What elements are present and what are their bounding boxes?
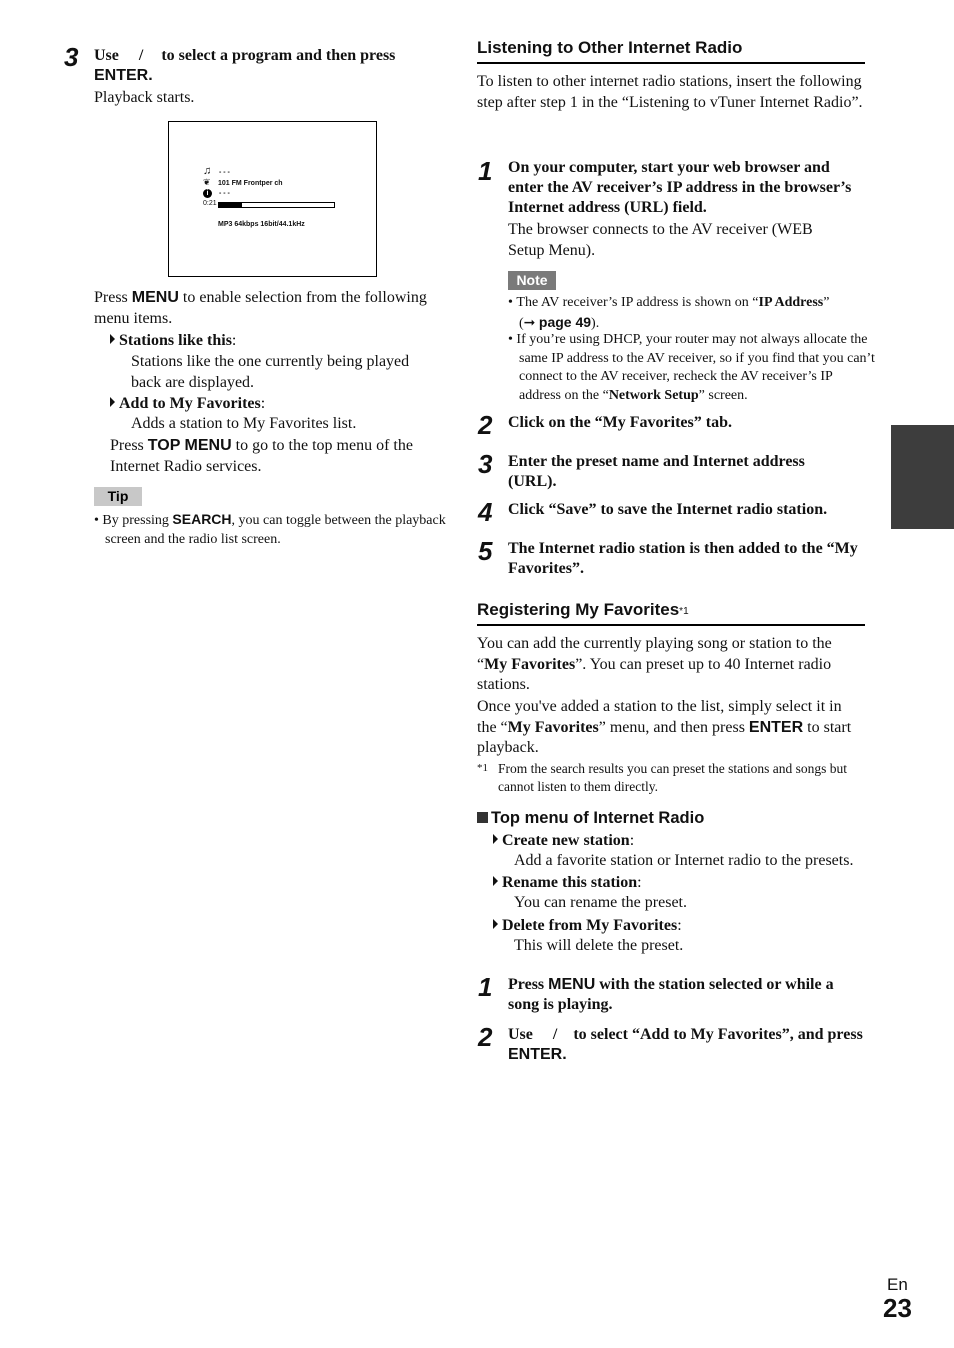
item-title: Delete from My Favorites [502,917,678,934]
menu-intro-text: to enable selection from the following menu items. [94,289,427,327]
subheading-top-menu [477,808,704,828]
footnote-marker: *1 [679,606,689,617]
press-word: Press [94,289,128,306]
screen-format: MP3 64kbps 16bit/44.1kHz [218,221,305,228]
section-title-registering [477,600,689,622]
para-text: to start playback. [477,718,852,756]
station-icon: ❦ [203,177,211,187]
screen-elapsed-time: 0:21 [203,200,217,207]
enter-key-label: ENTER [748,718,804,736]
step-number: 1 [478,972,493,1002]
period: . [562,1046,567,1063]
para-text: Once you've added a station to the list, simply select it in the “ [477,698,842,736]
step-3-instruction [94,46,444,86]
press-word: Press [110,437,144,454]
arrow-bullet-icon [493,919,498,929]
top-menu-item-delete: Delete from My Favorites: [493,916,863,937]
top-menu-key-label: TOP MENU [147,437,232,454]
subheading-text: Top menu of Internet Radio [491,809,705,827]
item-desc: Add a favorite station or Internet radio to the presets. [514,852,854,869]
footnote-text: From the search results you can preset the stations and songs but cannot listen to them directly. [498,761,848,794]
instruction-text: to select a program and then press [161,47,396,64]
screen-line-3: - - - [219,190,230,197]
section-rule [477,624,865,626]
progress-fill [219,203,242,207]
registering-paragraph-2 [477,697,865,759]
page-number: 23 [883,1293,912,1323]
section-title-listening: Listening to Other Internet Radio [477,38,743,57]
step-1-result: The browser connects to the AV receiver (WEB Setup Menu). [508,221,813,259]
menu-key-label: MENU [548,976,596,993]
item-title: Rename this station [502,874,638,891]
step-number: 1 [478,156,493,186]
slash: / [552,1026,558,1043]
paren: ). [591,315,600,331]
step-1-text: On your computer, start your web browser and enter the AV receiver’s IP address in the browser’s Internet address (URL) field. [508,159,852,216]
use-word: Use [94,47,119,64]
step-number: 5 [478,536,493,566]
paren: ( [519,315,524,331]
chapter-side-tab [891,425,954,529]
slash: / [138,47,144,64]
item-desc: This will delete the preset. [514,937,684,954]
item-title: Stations like this [119,332,232,349]
arrow-bullet-icon [493,876,498,886]
tip-text-rest: , you can toggle between the playback screen and the radio list screen. [105,513,446,547]
screen-line-1: - - - [219,169,230,176]
note-text: The AV receiver’s IP address is shown on “ [516,295,759,310]
language-label: En [887,1275,908,1294]
enter-key-label: ENTER [94,67,149,84]
fav-step-2-text [508,1025,868,1065]
step-3-text: Enter the preset name and Internet address (URL). [508,453,805,490]
search-key-label: SEARCH [172,511,232,527]
step-5-text: The Internet radio station is then added to the “My Favorites”. [508,540,858,577]
para-bold: My Favorites [484,655,576,673]
playback-screen-illustration [168,121,377,277]
tip-label: Tip [94,487,142,506]
tip-bullet: • By pressing SEARCH, you can toggle between the playback screen and the radio list screen. [94,511,446,547]
title-text: Registering My Favorites [477,600,680,619]
menu-intro-paragraph [94,288,446,329]
para-text: You can add the currently playing song or station to the “ [477,635,832,673]
period: . [148,67,153,84]
info-icon: i [203,189,212,198]
top-menu-item-rename: Rename this station: [493,873,863,894]
note-label: Note [508,271,556,290]
tip-text: By pressing [102,513,169,528]
top-menu-item-create: Create new station: [493,831,863,852]
arrow-bullet-icon [493,834,498,844]
step-number: 4 [478,497,493,527]
note-bullet-1: • The AV receiver’s IP address is shown on “IP Address” (➞ page 49). [508,295,830,331]
step-number: 3 [64,42,79,72]
menu-item-stations-like-this: Stations like this: [110,331,450,352]
para-bold: My Favorites [507,718,599,736]
note-text: ” [823,295,830,310]
enter-key-label: ENTER [508,1046,563,1063]
progress-bar [218,202,335,208]
para-text: ” menu, and then press [598,718,745,736]
menu-item-desc: Stations like the one currently being played back are displayed. [131,353,410,391]
top-menu-text: to go to the top menu of the Internet Radio services. [110,437,413,475]
step-4-text: Click “Save” to save the Internet radio station. [508,501,828,518]
step-number: 2 [478,410,493,440]
step-text: to select “Add to My Favorites”, and press [573,1026,863,1043]
arrow-bullet-icon [110,397,115,407]
arrow-right-icon: ➞ [523,315,536,331]
step-text: with the station selected or while a song is playing. [508,976,834,1013]
item-title: Create new station [502,832,630,849]
arrow-bullet-icon [110,334,115,344]
note-bold: Network Setup [608,387,699,403]
section-rule [477,62,865,64]
section-intro: To listen to other internet radio stations, insert the following step after step 1 in the “Listening to vTuner Internet Radio”. [477,73,863,111]
menu-key-label: MENU [131,289,179,306]
menu-item-desc: Adds a station to My Favorites list. [131,415,357,432]
note-text: ” screen. [698,387,748,403]
page-reference-link[interactable]: page 49 [538,313,592,330]
footnote-marker: *1 [477,762,488,774]
top-menu-paragraph [110,436,440,477]
step-number: 2 [478,1022,493,1052]
item-title: Add to My Favorites [119,395,261,412]
note-text: If you’re using DHCP, your router may not always allocate the same IP address to the AV receiver, so if you find that you can’t connect to the AV receiver, recheck the AV receiver’s IP address on the “ [516,332,875,403]
square-bullet-icon [477,812,488,823]
note-bullet-2: • If you’re using DHCP, your router may not always allocate the same IP address to the AV receiver, so if you find that you can’t connect to the AV receiver, recheck the AV receiver’s IP address on the “Network Setup” screen. [508,332,875,403]
playback-starts-text: Playback starts. [94,89,195,106]
menu-item-add-to-my-favorites: Add to My Favorites: [110,394,450,415]
step-2-text: Click on the “My Favorites” tab. [508,414,732,431]
music-note-icon: ♫ [203,165,212,177]
note-bold: IP Address [758,295,824,310]
step-text: Press [508,976,545,993]
use-word: Use [508,1026,533,1043]
screen-station-name: 101 FM Frontper ch [218,180,283,187]
step-number: 3 [478,449,493,479]
item-desc: You can rename the preset. [514,894,687,911]
registering-paragraph-1 [477,634,865,696]
para-text: ”. You can preset up to 40 Internet radio stations. [477,655,832,693]
fav-step-1-text [508,975,864,1015]
